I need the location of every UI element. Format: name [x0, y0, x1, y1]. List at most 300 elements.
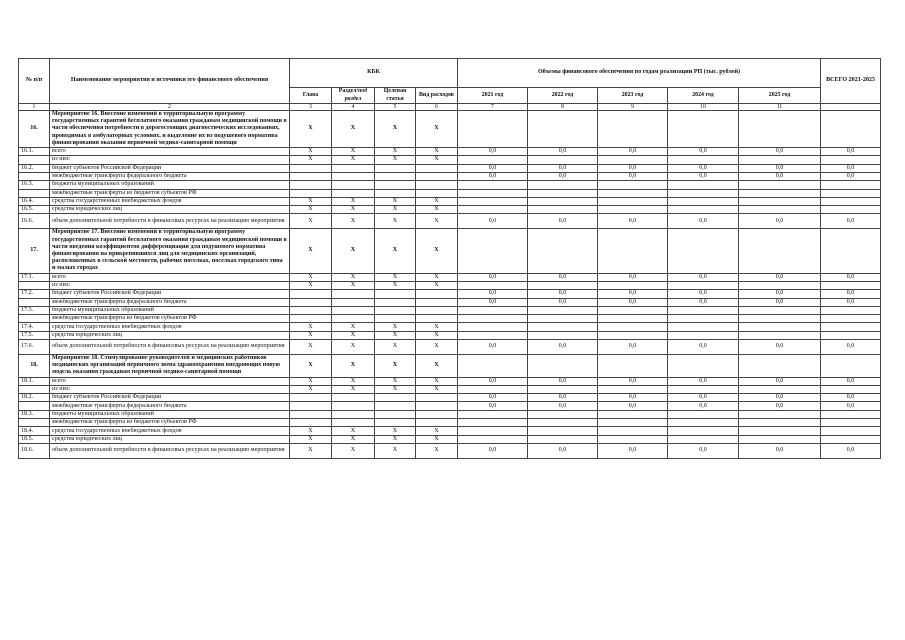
value-cell-empty: [528, 229, 598, 273]
kbk-cell: X: [332, 427, 375, 435]
kbk-cell-empty: [332, 394, 375, 402]
row-label: средства юридических лиц: [50, 435, 290, 443]
header-kbk: КБК: [290, 59, 458, 88]
row-label: бюджеты муниципальных образований: [50, 306, 290, 314]
value-cell-empty: [528, 323, 598, 331]
kbk-cell-empty: [416, 402, 458, 410]
value-cell: 0,0: [528, 394, 598, 402]
column-number: 2: [50, 104, 290, 111]
column-number: 6: [416, 104, 458, 111]
row-label: из них:: [50, 281, 290, 289]
measure-number: 17.: [19, 229, 50, 273]
row-label: средства государственных внебюджетных фондов: [50, 197, 290, 205]
row-number: 16.2.: [19, 164, 50, 172]
value-cell-empty: [668, 189, 739, 197]
value-cell: 0,0: [458, 394, 528, 402]
kbk-cell: X: [416, 111, 458, 148]
value-cell-empty: [821, 111, 881, 148]
value-cell-empty: [821, 206, 881, 214]
value-cell-empty: [739, 323, 821, 331]
value-cell-empty: [668, 306, 739, 314]
kbk-cell: X: [290, 331, 332, 339]
measure-header-row: [19, 229, 881, 273]
value-cell: 0,0: [739, 443, 821, 458]
value-cell: 0,0: [458, 290, 528, 298]
kbk-cell-empty: [332, 419, 375, 427]
value-cell: 0,0: [598, 273, 668, 281]
kbk-cell: X: [416, 339, 458, 354]
kbk-cell: X: [375, 323, 416, 331]
value-cell: 0,0: [821, 148, 881, 156]
row-label: всего: [50, 148, 290, 156]
value-cell-empty: [821, 331, 881, 339]
kbk-cell: X: [332, 148, 375, 156]
value-cell-empty: [598, 354, 668, 377]
value-cell: 0,0: [821, 290, 881, 298]
kbk-cell-empty: [375, 410, 416, 418]
value-cell-empty: [598, 427, 668, 435]
row-label: из них:: [50, 156, 290, 164]
value-cell-empty: [821, 315, 881, 323]
value-cell-empty: [739, 410, 821, 418]
kbk-cell: X: [332, 229, 375, 273]
kbk-cell: X: [416, 206, 458, 214]
value-cell: 0,0: [739, 298, 821, 306]
row-number: 18.6.: [19, 443, 50, 458]
value-cell: 0,0: [598, 443, 668, 458]
value-cell: 0,0: [821, 339, 881, 354]
kbk-cell-empty: [332, 315, 375, 323]
value-cell-empty: [668, 197, 739, 205]
column-number: 1: [19, 104, 50, 111]
kbk-cell: X: [375, 148, 416, 156]
value-cell-empty: [739, 435, 821, 443]
value-cell-empty: [458, 229, 528, 273]
table-row: [19, 331, 881, 339]
value-cell: 0,0: [598, 377, 668, 385]
kbk-cell: X: [290, 339, 332, 354]
value-cell: 0,0: [739, 273, 821, 281]
value-cell: 0,0: [458, 377, 528, 385]
kbk-cell: X: [332, 111, 375, 148]
table-row: [19, 214, 881, 229]
row-number: 18.1.: [19, 377, 50, 385]
value-cell-empty: [458, 281, 528, 289]
value-cell: 0,0: [528, 298, 598, 306]
value-cell: 0,0: [821, 298, 881, 306]
value-cell: 0,0: [458, 402, 528, 410]
row-label: межбюджетные трансферты федерального бюджета: [50, 298, 290, 306]
table-row: [19, 323, 881, 331]
value-cell: 0,0: [528, 148, 598, 156]
row-label: объем дополнительной потребности в финансовых ресурсах на реализацию мероприятия: [50, 339, 290, 354]
row-number: 18.4.: [19, 427, 50, 435]
value-cell-empty: [598, 323, 668, 331]
value-cell-empty: [528, 206, 598, 214]
kbk-cell: X: [416, 273, 458, 281]
column-number: 8: [528, 104, 598, 111]
value-cell-empty: [668, 385, 739, 393]
value-cell-empty: [458, 323, 528, 331]
table-row: [19, 273, 881, 281]
value-cell-empty: [528, 427, 598, 435]
header-target: Целевая статья: [375, 88, 416, 104]
column-number-row: [19, 104, 881, 111]
kbk-cell-empty: [332, 290, 375, 298]
value-cell-empty: [739, 427, 821, 435]
row-label: межбюджетные трансферты из бюджетов субъектов РФ: [50, 315, 290, 323]
value-cell-empty: [668, 206, 739, 214]
value-cell: 0,0: [598, 290, 668, 298]
measure-header-row: [19, 111, 881, 148]
value-cell: 0,0: [458, 298, 528, 306]
value-cell-empty: [739, 229, 821, 273]
financing-table-page: [18, 58, 880, 459]
value-cell-empty: [821, 385, 881, 393]
value-cell: 0,0: [458, 164, 528, 172]
value-cell-empty: [598, 385, 668, 393]
kbk-cell: X: [416, 229, 458, 273]
kbk-cell-empty: [290, 410, 332, 418]
column-number: 10: [668, 104, 739, 111]
value-cell-empty: [458, 189, 528, 197]
row-number: 17.2.: [19, 290, 50, 298]
value-cell: 0,0: [458, 214, 528, 229]
kbk-cell-empty: [290, 306, 332, 314]
value-cell-empty: [821, 306, 881, 314]
kbk-cell-empty: [332, 164, 375, 172]
kbk-cell-empty: [416, 189, 458, 197]
value-cell-empty: [821, 410, 881, 418]
value-cell-empty: [739, 111, 821, 148]
kbk-cell: X: [332, 377, 375, 385]
row-label: средства государственных внебюджетных фондов: [50, 427, 290, 435]
value-cell-empty: [598, 111, 668, 148]
value-cell-empty: [668, 323, 739, 331]
value-cell-empty: [528, 111, 598, 148]
row-number: [19, 172, 50, 180]
value-cell: 0,0: [458, 339, 528, 354]
kbk-cell-empty: [290, 315, 332, 323]
kbk-cell: X: [375, 229, 416, 273]
kbk-cell-empty: [375, 298, 416, 306]
value-cell: 0,0: [668, 377, 739, 385]
row-number: [19, 281, 50, 289]
table-row: [19, 181, 881, 189]
kbk-cell: X: [416, 148, 458, 156]
value-cell-empty: [598, 435, 668, 443]
value-cell-empty: [739, 354, 821, 377]
kbk-cell-empty: [290, 402, 332, 410]
kbk-cell-empty: [375, 402, 416, 410]
value-cell: 0,0: [598, 164, 668, 172]
kbk-cell: X: [332, 197, 375, 205]
kbk-cell-empty: [416, 172, 458, 180]
row-label: средства юридических лиц: [50, 331, 290, 339]
value-cell-empty: [668, 331, 739, 339]
kbk-cell: X: [416, 197, 458, 205]
value-cell-empty: [821, 427, 881, 435]
header-razdel-b: под раздел: [344, 88, 368, 102]
kbk-cell-empty: [416, 315, 458, 323]
row-number: 18.3.: [19, 410, 50, 418]
value-cell-empty: [598, 331, 668, 339]
kbk-cell: X: [290, 229, 332, 273]
kbk-cell: X: [332, 339, 375, 354]
table-row: [19, 172, 881, 180]
kbk-cell: X: [375, 443, 416, 458]
value-cell-empty: [458, 206, 528, 214]
value-cell-empty: [528, 354, 598, 377]
value-cell: 0,0: [458, 443, 528, 458]
value-cell: 0,0: [821, 164, 881, 172]
row-number: 17.4.: [19, 323, 50, 331]
row-label: бюджеты муниципальных образований: [50, 410, 290, 418]
value-cell-empty: [668, 281, 739, 289]
kbk-cell: X: [416, 385, 458, 393]
value-cell-empty: [821, 354, 881, 377]
table-row: [19, 377, 881, 385]
kbk-cell-empty: [290, 172, 332, 180]
kbk-cell-empty: [375, 181, 416, 189]
measure-title: Мероприятие 18. Стимулирование руководителей и медицинских работников медицинских организаций первичного звена здравоохранения внедряющих новую модель оказания гражданам первичной медико-санитарной помощи: [50, 354, 290, 377]
value-cell-empty: [668, 435, 739, 443]
table-row: [19, 206, 881, 214]
table-row: [19, 156, 881, 164]
kbk-cell-empty: [332, 172, 375, 180]
value-cell: 0,0: [528, 273, 598, 281]
kbk-cell-empty: [290, 189, 332, 197]
kbk-cell: X: [290, 111, 332, 148]
header-name: Наименование мероприятия и источники его финансового обеспечения: [50, 59, 290, 104]
value-cell: 0,0: [739, 172, 821, 180]
kbk-cell: X: [375, 354, 416, 377]
kbk-cell: X: [290, 323, 332, 331]
value-cell: 0,0: [598, 298, 668, 306]
value-cell-empty: [598, 419, 668, 427]
value-cell-empty: [458, 306, 528, 314]
table-row: [19, 443, 881, 458]
kbk-cell: X: [290, 156, 332, 164]
kbk-cell-empty: [375, 172, 416, 180]
row-label: межбюджетные трансферты из бюджетов субъектов РФ: [50, 419, 290, 427]
value-cell-empty: [528, 385, 598, 393]
value-cell: 0,0: [821, 214, 881, 229]
kbk-cell: X: [375, 111, 416, 148]
value-cell-empty: [739, 331, 821, 339]
value-cell-empty: [739, 315, 821, 323]
row-number: 16.6.: [19, 214, 50, 229]
row-number: 16.5.: [19, 206, 50, 214]
kbk-cell: X: [332, 435, 375, 443]
row-number: [19, 298, 50, 306]
value-cell-empty: [528, 435, 598, 443]
kbk-cell-empty: [375, 164, 416, 172]
value-cell-empty: [668, 156, 739, 164]
row-label: средства юридических лиц: [50, 206, 290, 214]
kbk-cell: X: [375, 273, 416, 281]
kbk-cell-empty: [332, 189, 375, 197]
kbk-cell: X: [416, 427, 458, 435]
table-body: [19, 111, 881, 459]
measure-number: 18.: [19, 354, 50, 377]
table-row: [19, 394, 881, 402]
value-cell: 0,0: [458, 273, 528, 281]
kbk-cell: X: [332, 206, 375, 214]
value-cell-empty: [528, 197, 598, 205]
kbk-cell: X: [290, 385, 332, 393]
table-row: [19, 281, 881, 289]
value-cell-empty: [739, 197, 821, 205]
value-cell-empty: [598, 281, 668, 289]
value-cell-empty: [598, 206, 668, 214]
measure-title: Мероприятие 17. Внесение изменений в территориальную программу государственных гарантий бесплатного оказания гражданам медицинской помощи в части введения коэффициентов дифференциации для подушевого норматива финансирования на прикрепившихся лиц для медицинских организаций, расположенных в сельской местности, рабочих поселках, поселках городского типа и малых городах: [50, 229, 290, 273]
value-cell: 0,0: [668, 394, 739, 402]
value-cell-empty: [528, 281, 598, 289]
kbk-cell-empty: [332, 402, 375, 410]
value-cell: 0,0: [668, 214, 739, 229]
kbk-cell: X: [416, 354, 458, 377]
kbk-cell-empty: [290, 181, 332, 189]
value-cell-empty: [458, 427, 528, 435]
column-number: 11: [739, 104, 821, 111]
table-row: [19, 419, 881, 427]
value-cell-empty: [598, 189, 668, 197]
kbk-cell: X: [290, 354, 332, 377]
column-number-empty: [821, 104, 881, 111]
table-row: [19, 290, 881, 298]
value-cell-empty: [458, 354, 528, 377]
value-cell: 0,0: [528, 172, 598, 180]
value-cell-empty: [528, 331, 598, 339]
header-year-2022: 2022 год: [528, 88, 598, 104]
header-total: ВСЕГО 2021-2025: [821, 59, 881, 104]
row-label: межбюджетные трансферты федерального бюджета: [50, 402, 290, 410]
row-number: 16.3.: [19, 181, 50, 189]
kbk-cell: X: [332, 273, 375, 281]
value-cell-empty: [458, 410, 528, 418]
row-number: 16.4.: [19, 197, 50, 205]
kbk-cell-empty: [375, 419, 416, 427]
value-cell-empty: [739, 189, 821, 197]
value-cell-empty: [528, 189, 598, 197]
value-cell: 0,0: [739, 402, 821, 410]
kbk-cell: X: [375, 385, 416, 393]
value-cell: 0,0: [458, 172, 528, 180]
row-label: средства государственных внебюджетных фондов: [50, 323, 290, 331]
kbk-cell-empty: [375, 306, 416, 314]
value-cell-empty: [528, 306, 598, 314]
kbk-cell-empty: [290, 164, 332, 172]
kbk-cell: X: [375, 377, 416, 385]
value-cell-empty: [668, 111, 739, 148]
header-year-2021: 2021 год: [458, 88, 528, 104]
table-row: [19, 385, 881, 393]
row-number: [19, 402, 50, 410]
value-cell-empty: [598, 197, 668, 205]
value-cell-empty: [458, 419, 528, 427]
row-label: межбюджетные трансферты федерального бюджета: [50, 172, 290, 180]
value-cell: 0,0: [528, 164, 598, 172]
value-cell-empty: [598, 181, 668, 189]
value-cell: 0,0: [528, 377, 598, 385]
kbk-cell: X: [290, 197, 332, 205]
value-cell-empty: [458, 181, 528, 189]
kbk-cell-empty: [416, 181, 458, 189]
value-cell: 0,0: [739, 148, 821, 156]
value-cell-empty: [528, 410, 598, 418]
table-row: [19, 410, 881, 418]
value-cell-empty: [739, 306, 821, 314]
kbk-cell: X: [332, 385, 375, 393]
kbk-cell: X: [290, 214, 332, 229]
kbk-cell-empty: [416, 419, 458, 427]
row-number: [19, 189, 50, 197]
kbk-cell: X: [416, 331, 458, 339]
kbk-cell: X: [416, 281, 458, 289]
value-cell-empty: [668, 181, 739, 189]
value-cell-empty: [821, 197, 881, 205]
row-label: бюджет субъектов Российской Федерации: [50, 394, 290, 402]
kbk-cell-empty: [416, 164, 458, 172]
measure-header-row: [19, 354, 881, 377]
value-cell-empty: [739, 385, 821, 393]
value-cell: 0,0: [821, 443, 881, 458]
value-cell-empty: [821, 435, 881, 443]
kbk-cell: X: [375, 156, 416, 164]
value-cell-empty: [821, 229, 881, 273]
kbk-cell-empty: [375, 315, 416, 323]
value-cell-empty: [458, 197, 528, 205]
kbk-cell-empty: [332, 306, 375, 314]
value-cell: 0,0: [739, 377, 821, 385]
kbk-cell: X: [416, 323, 458, 331]
value-cell-empty: [668, 315, 739, 323]
value-cell: 0,0: [598, 214, 668, 229]
value-cell: 0,0: [739, 214, 821, 229]
value-cell: 0,0: [528, 214, 598, 229]
kbk-cell: X: [332, 354, 375, 377]
row-number: [19, 385, 50, 393]
kbk-cell: X: [375, 206, 416, 214]
value-cell-empty: [528, 156, 598, 164]
value-cell: 0,0: [458, 148, 528, 156]
value-cell-empty: [821, 419, 881, 427]
kbk-cell: X: [375, 197, 416, 205]
value-cell: 0,0: [668, 148, 739, 156]
kbk-cell-empty: [416, 298, 458, 306]
row-number: [19, 315, 50, 323]
column-number: 3: [290, 104, 332, 111]
kbk-cell-empty: [416, 394, 458, 402]
table-row: [19, 164, 881, 172]
value-cell-empty: [668, 410, 739, 418]
value-cell-empty: [821, 189, 881, 197]
value-cell-empty: [458, 331, 528, 339]
value-cell: 0,0: [528, 443, 598, 458]
kbk-cell: X: [290, 206, 332, 214]
value-cell-empty: [598, 306, 668, 314]
value-cell-empty: [668, 229, 739, 273]
kbk-cell: X: [290, 273, 332, 281]
value-cell-empty: [598, 156, 668, 164]
kbk-cell-empty: [416, 290, 458, 298]
kbk-cell: X: [375, 281, 416, 289]
kbk-cell: X: [332, 214, 375, 229]
value-cell: 0,0: [598, 339, 668, 354]
value-cell-empty: [458, 315, 528, 323]
value-cell-empty: [821, 323, 881, 331]
